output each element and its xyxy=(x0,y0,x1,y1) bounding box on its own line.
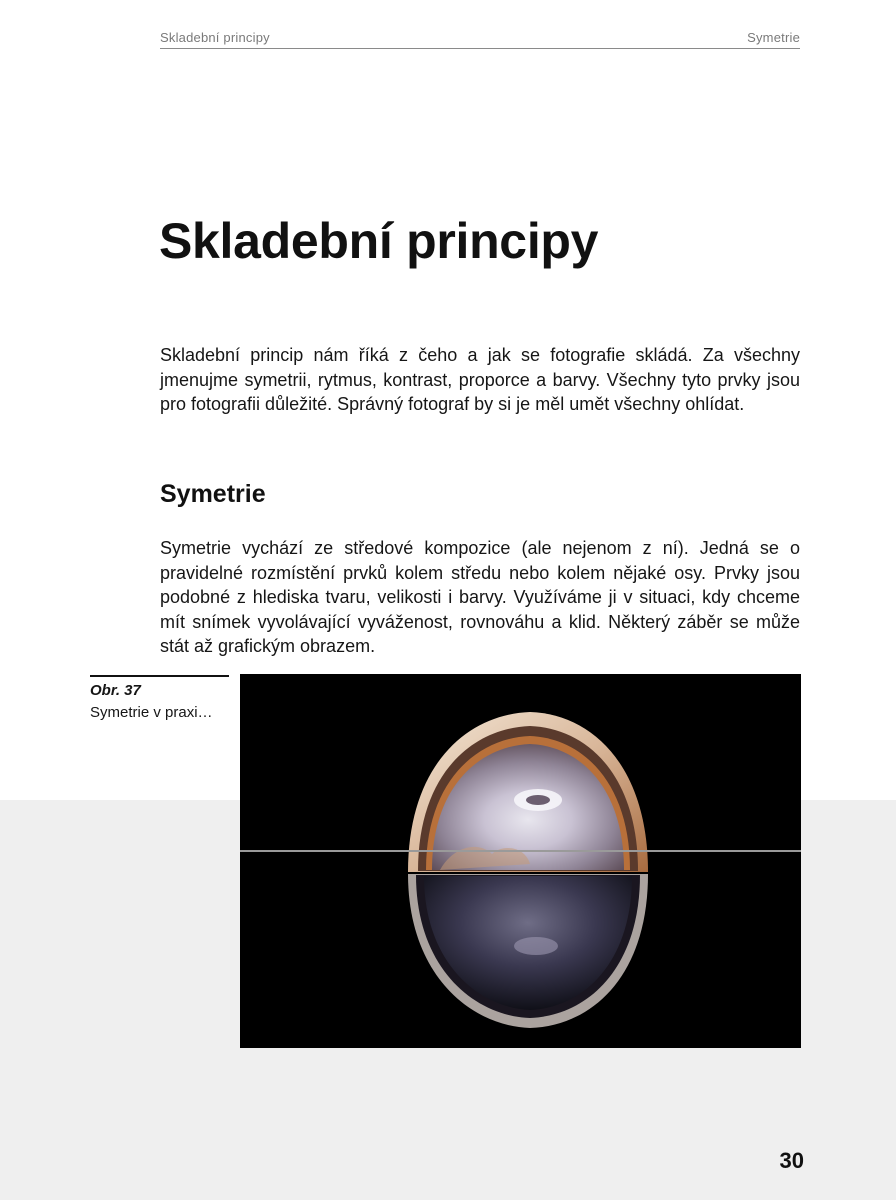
page-number: 30 xyxy=(779,1148,804,1173)
section-paragraph: Symetrie vychází ze středové kompozice (ale nejenom z ní). Jedná se o pravidelné rozmístění prvků kolem středu nebo kolem nějaké osy. Prvky jsou podobné z hlediska tvaru, velikosti i barvy. Využíváme ji v situaci, kdy chceme mít snímek vyvolávající vyváženost, rovnováhu a klid. Některý záběr se může stát až grafickým obrazem. xyxy=(160,538,800,656)
running-header xyxy=(160,30,800,49)
section-heading: Symetrie xyxy=(160,480,266,508)
agate-photo xyxy=(240,674,801,1048)
running-header-chapter: Skladební principy xyxy=(160,30,270,45)
intro-paragraph: Skladební princip nám říká z čeho a jak se fotografie skládá. Za všechny jmenujme symetrii, rytmus, kontrast, proporce a barvy. Všechny tyto prvky jsou pro fotografii důležité. Správný fotograf by si je měl umět všechny ohlídat. xyxy=(160,345,800,414)
figure-label: Obr. 37 xyxy=(90,682,141,699)
figure-caption xyxy=(90,675,229,724)
figure-caption-text: Symetrie v praxi… xyxy=(90,704,213,721)
running-header-section: Symetrie xyxy=(747,30,800,45)
agate-slice-reflection-photo-icon xyxy=(240,674,801,1048)
chapter-title: Skladební principy xyxy=(159,213,599,269)
